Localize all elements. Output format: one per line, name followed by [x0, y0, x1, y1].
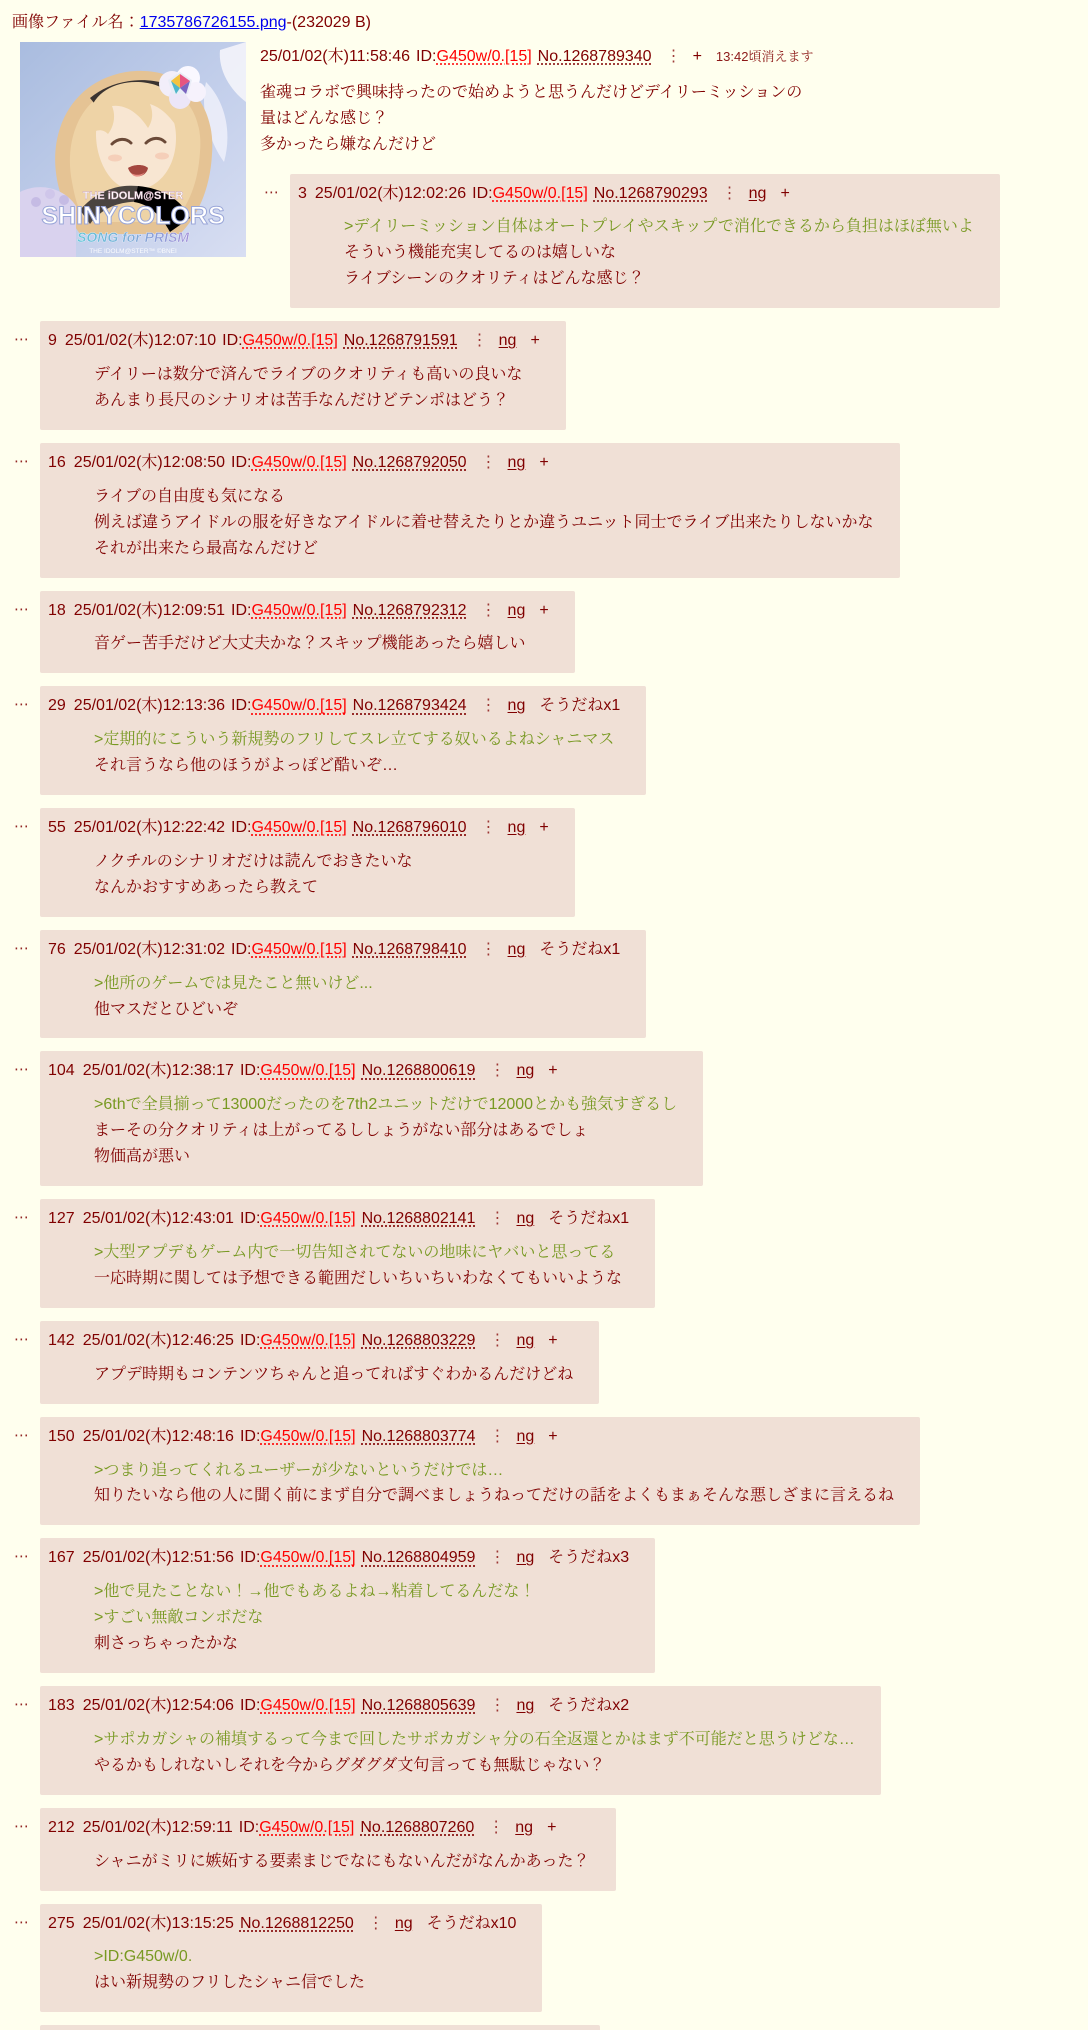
menu-icon[interactable]: ⋮	[489, 1331, 507, 1349]
expand-marker-icon[interactable]: ⋯	[14, 1426, 30, 1444]
reply-body: 音ゲー苦手だけど大丈夫かな？スキップ機能あったら嬉しい	[94, 635, 526, 653]
shinycolors-artwork	[20, 42, 246, 257]
file-info-line	[12, 10, 1084, 36]
reply-post	[40, 1051, 703, 1186]
ng-link[interactable]: ng	[516, 1696, 535, 1714]
reply-id-link[interactable]: G450w/0.[15]	[251, 453, 347, 471]
menu-icon[interactable]: ⋮	[665, 47, 683, 65]
reply-body: >デイリーミッション自体はオートプレイやスキップで消化できるから負担はほぼ無いよ そういう機能充実してるのは嬉しいな ライブシーンのクオリティはどんな感じ？	[344, 218, 974, 288]
reply-number: 55	[48, 819, 66, 837]
sodane-or-plus[interactable]: そうだねx1	[548, 1210, 630, 1228]
reply-header	[48, 598, 549, 624]
reply-post-number-link[interactable]: No.1268796010	[352, 819, 467, 837]
reply-id: ID:G450w/0.[15]	[231, 697, 347, 715]
reply-body: >ID:G450w/0. はい新規勢のフリしたシャニ信でした	[94, 1948, 366, 1992]
reply-datetime: 25/01/02(木)12:09:51	[73, 601, 226, 619]
logo-main-text: SHINYCOLORS	[41, 201, 225, 230]
reply-id-link[interactable]: G450w/0.[15]	[260, 1549, 356, 1567]
reply-id: ID:G450w/0.[15]	[231, 453, 347, 471]
reply-id: ID:G450w/0.[15]	[239, 1210, 356, 1228]
ng-link[interactable]: ng	[515, 1818, 534, 1836]
menu-icon[interactable]: ⋮	[480, 819, 498, 837]
reply-header	[48, 1206, 629, 1232]
reply-body: シャニがミリに嫉妬する要素まじでなにもないんだがなんかあった？	[94, 1852, 590, 1870]
reply-row	[8, 686, 1084, 795]
op-id: ID:G450w/0.[15]	[416, 47, 532, 65]
sodane-or-plus[interactable]: +	[548, 1062, 558, 1080]
reply-row	[8, 1808, 1084, 1891]
reply-row	[8, 808, 1084, 917]
next-reply-cutoff	[40, 2025, 600, 2030]
reply-header	[48, 1328, 573, 1354]
reply-post-number-link[interactable]: No.1268792312	[352, 601, 467, 619]
reply-datetime: 25/01/02(木)12:08:50	[73, 453, 226, 471]
reply-number: 9	[48, 332, 57, 350]
reply-id-link[interactable]: G450w/0.[15]	[260, 1696, 356, 1714]
file-size: -(232029 B)	[286, 14, 372, 31]
reply-post-number-link[interactable]: No.1268792050	[352, 453, 467, 471]
reply-body: >大型アプデもゲーム内で一切告知されてないの地味にヤバいと思ってる 一応時期に関しては予想できる範囲だしいちいちいわなくてもいいような	[94, 1244, 623, 1287]
reply-body: >定期的にこういう新規勢のフリしてスレ立てする奴いるよねシャニマス それ言うなら他のほうがよっぽど酷いぞ…	[94, 731, 615, 775]
reply-number: 16	[48, 453, 66, 471]
reply-header	[48, 815, 549, 841]
reply-id: ID:G450w/0.[15]	[239, 1427, 356, 1445]
reply-header	[48, 1911, 516, 1937]
reply-row	[8, 1051, 1084, 1186]
expire-time-label: 13:42頃消えます	[715, 48, 814, 64]
expand-marker-icon[interactable]: ⋯	[14, 331, 30, 349]
reply-id-link[interactable]: G450w/0.[15]	[260, 1331, 356, 1349]
expand-marker-icon[interactable]: ⋯	[14, 939, 30, 957]
reply-id-link[interactable]: G450w/0.[15]	[260, 1062, 356, 1080]
reply-id: ID:G450w/0.[15]	[231, 819, 347, 837]
logo-sub-text: SONG for PRISM	[76, 228, 190, 245]
menu-icon[interactable]: ⋮	[489, 1549, 507, 1567]
reply-id: ID:G450w/0.[15]	[472, 184, 588, 202]
logo-top-text: THE iDOLM@STER	[82, 189, 184, 202]
reply-id-link[interactable]: G450w/0.[15]	[251, 601, 347, 619]
expand-marker-icon[interactable]: ⋯	[14, 696, 30, 714]
reply-id: ID:G450w/0.[15]	[239, 1696, 356, 1714]
sodane-or-plus[interactable]: そうだねx2	[548, 1696, 630, 1714]
reply-row	[8, 1417, 1084, 1526]
reply-post	[40, 1808, 616, 1891]
expand-marker-icon[interactable]: ⋯	[14, 818, 30, 836]
reply-post-number-link[interactable]: No.1268803774	[361, 1427, 476, 1445]
reply-body: アプデ時期もコンテンツちゃんと追ってればすぐわかるんだけどね	[94, 1365, 574, 1383]
file-label: 画像ファイル名：	[12, 14, 140, 31]
reply-header	[48, 328, 540, 354]
ng-link[interactable]: ng	[748, 184, 767, 202]
expand-marker-icon[interactable]: ⋯	[14, 1330, 30, 1348]
reply-id: ID:G450w/0.[15]	[239, 1062, 356, 1080]
expand-marker-icon[interactable]: ⋯	[14, 452, 30, 470]
reply-number: 275	[48, 1914, 75, 1932]
reply-body: ノクチルのシナリオだけは読んでおきたいな なんかおすすめあったら教えて	[94, 852, 413, 896]
reply-post-number-link[interactable]: No.1268790293	[593, 184, 708, 202]
sodane-or-plus[interactable]: そうだねx3	[548, 1549, 630, 1567]
ng-link[interactable]: ng	[516, 1210, 535, 1228]
reply-header	[48, 1424, 894, 1450]
expand-marker-icon[interactable]: ⋯	[14, 1817, 30, 1835]
reply-datetime: 25/01/02(木)12:22:42	[73, 819, 226, 837]
reply-row	[8, 1904, 1084, 2013]
reply-post	[40, 443, 900, 578]
reply-number: 3	[298, 184, 307, 202]
ng-link[interactable]: ng	[516, 1062, 535, 1080]
reply-post-number-link[interactable]: No.1268812250	[239, 1914, 354, 1932]
reply-row	[8, 591, 1084, 674]
reply-datetime: 25/01/02(木)12:02:26	[314, 184, 467, 202]
op-header	[260, 44, 1084, 70]
reply-post-number-link[interactable]: No.1268793424	[352, 697, 467, 715]
reply-datetime: 25/01/02(木)12:31:02	[73, 940, 226, 958]
reply-id-link[interactable]: G450w/0.[15]	[251, 697, 347, 715]
reply-datetime: 25/01/02(木)12:54:06	[82, 1696, 234, 1714]
reply-datetime: 25/01/02(木)12:59:11	[82, 1818, 233, 1836]
reply-post	[40, 1417, 920, 1526]
thread-image-thumbnail[interactable]	[20, 42, 246, 257]
reply-body: >6thで全員揃って13000だったのを7th2ユニットだけで12000とかも強気すぎるし まーその分クオリティは上がってるししょうがない部分はあるでしょ 物価高が悪い	[94, 1096, 678, 1166]
reply-post	[40, 930, 646, 1039]
reply-post	[40, 321, 566, 430]
reply-id: ID:G450w/0.[15]	[222, 332, 338, 350]
sodane-or-plus[interactable]: +	[539, 601, 549, 619]
reply-row	[8, 321, 1084, 430]
reply-id-link[interactable]: G450w/0.[15]	[242, 332, 338, 350]
reply-number: 76	[48, 940, 66, 958]
sodane-or-plus[interactable]: +	[530, 332, 540, 350]
reply-datetime: 25/01/02(木)12:43:01	[82, 1210, 234, 1228]
reply-id-link[interactable]: G450w/0.[15]	[492, 184, 588, 202]
sodane-or-plus[interactable]: そうだねx10	[426, 1914, 517, 1932]
reply-row	[8, 1321, 1084, 1404]
reply-post	[40, 1538, 655, 1673]
reply-post	[40, 591, 575, 674]
expand-marker-icon[interactable]: ⋯	[14, 1209, 30, 1227]
reply-id-link[interactable]: G450w/0.[15]	[260, 1210, 356, 1228]
sodane-or-plus[interactable]: そうだねx1	[539, 940, 621, 958]
reply-number: 127	[48, 1210, 75, 1228]
reply-datetime: 25/01/02(木)12:38:17	[82, 1062, 234, 1080]
reply-header	[48, 1545, 629, 1571]
expand-marker-icon[interactable]: ⋯	[264, 183, 280, 201]
sodane-or-plus[interactable]: +	[539, 819, 549, 837]
reply-row	[8, 1686, 1084, 1795]
reply-row	[8, 443, 1084, 578]
menu-icon[interactable]: ⋮	[721, 184, 739, 202]
ng-link[interactable]: ng	[507, 819, 526, 837]
reply-header	[48, 1693, 855, 1719]
reply-header	[48, 450, 874, 476]
reply-datetime: 25/01/02(木)13:15:25	[82, 1914, 234, 1932]
reply-post-number-link[interactable]: No.1268804959	[361, 1549, 476, 1567]
reply-body: >他所のゲームでは見たこと無いけど... 他マスだとひどいぞ	[94, 974, 373, 1018]
reply-id-link[interactable]: G450w/0.[15]	[259, 1818, 355, 1836]
op-datetime: 25/01/02(木)11:58:46	[260, 47, 411, 65]
expand-plus-button[interactable]: +	[692, 47, 702, 65]
ng-link[interactable]: ng	[507, 940, 526, 958]
reply-post-number-link[interactable]: No.1268800619	[361, 1062, 476, 1080]
reply-number: 183	[48, 1696, 75, 1714]
reply-number: 104	[48, 1062, 75, 1080]
reply-post	[40, 1904, 542, 2013]
expand-marker-icon[interactable]: ⋯	[14, 1061, 30, 1079]
reply-header	[48, 1815, 590, 1841]
reply-post-number-link[interactable]: No.1268791591	[343, 332, 458, 350]
ng-link[interactable]: ng	[394, 1914, 413, 1932]
reply-header	[48, 937, 620, 963]
reply-number: 142	[48, 1331, 75, 1349]
reply-row	[8, 1538, 1084, 1673]
reply-datetime: 25/01/02(木)12:13:36	[73, 697, 226, 715]
reply-number: 167	[48, 1549, 75, 1567]
ng-link[interactable]: ng	[516, 1427, 535, 1445]
menu-icon[interactable]: ⋮	[489, 1062, 507, 1080]
reply-body: デイリーは数分で済んでライブのクオリティも高いの良いな あんまり長尺のシナリオは苦手なんだけどテンポはどう？	[94, 366, 523, 409]
op-body: 雀魂コラボで興味持ったので始めようと思うんだけどデイリーミッションの 量はどんな感じ？ 多かったら嫌なんだけど	[260, 83, 803, 153]
menu-icon[interactable]: ⋮	[480, 453, 498, 471]
file-name-link[interactable]: 1735786726155.png	[139, 14, 287, 31]
logo-copyright-text: THE IDOLM@STER™ ©BNEI	[89, 247, 177, 255]
reply-row	[258, 174, 1084, 309]
reply-row	[8, 1199, 1084, 1308]
op-id-link[interactable]: G450w/0.[15]	[436, 47, 532, 65]
reply-id-link[interactable]: G450w/0.[15]	[251, 940, 347, 958]
expand-marker-icon[interactable]: ⋯	[14, 1548, 30, 1566]
reply-post-number-link[interactable]: No.1268807260	[360, 1818, 475, 1836]
original-post	[8, 40, 1084, 321]
menu-icon[interactable]: ⋮	[480, 940, 498, 958]
reply-list	[8, 321, 1084, 2012]
reply-body: ライブの自由度も気になる 例えば違うアイドルの服を好きなアイドルに着せ替えたりとか違うユニット同士でライブ出来たりしないかな それが出来たら最高なんだけど	[94, 487, 874, 557]
reply-body: >他で見たことない！→他でもあるよね→粘着してるんだな！ >すごい無敵コンボだな 刺さっちゃったかな	[94, 1583, 536, 1653]
reply-header	[48, 693, 620, 719]
reply-row	[8, 930, 1084, 1039]
reply-number: 212	[48, 1818, 75, 1836]
reply-datetime: 25/01/02(木)12:51:56	[82, 1549, 234, 1567]
reply-post-number-link[interactable]: No.1268802141	[361, 1210, 476, 1228]
reply-id: ID:G450w/0.[15]	[239, 1549, 356, 1567]
menu-icon[interactable]: ⋮	[480, 601, 498, 619]
reply-id: ID:G450w/0.[15]	[238, 1818, 355, 1836]
sodane-or-plus[interactable]: +	[780, 184, 790, 202]
menu-icon[interactable]: ⋮	[471, 332, 489, 350]
ng-link[interactable]: ng	[498, 332, 517, 350]
reply-id: ID:G450w/0.[15]	[231, 601, 347, 619]
reply-header	[48, 1058, 677, 1084]
reply-datetime: 25/01/02(木)12:48:16	[82, 1427, 234, 1445]
reply-post	[290, 174, 1000, 309]
menu-icon[interactable]: ⋮	[489, 1696, 507, 1714]
reply-id: ID:G450w/0.[15]	[231, 940, 347, 958]
menu-icon[interactable]: ⋮	[489, 1427, 507, 1445]
reply-post	[40, 1199, 655, 1308]
reply-post-number-link[interactable]: No.1268798410	[352, 940, 467, 958]
reply-id-link[interactable]: G450w/0.[15]	[251, 819, 347, 837]
expand-marker-icon[interactable]: ⋯	[14, 1913, 30, 1931]
reply-post-number-link[interactable]: No.1268805639	[361, 1696, 476, 1714]
menu-icon[interactable]: ⋮	[489, 1210, 507, 1228]
ng-link[interactable]: ng	[516, 1331, 535, 1349]
ng-link[interactable]: ng	[507, 601, 526, 619]
menu-icon[interactable]: ⋮	[480, 697, 498, 715]
ng-link[interactable]: ng	[507, 697, 526, 715]
menu-icon[interactable]: ⋮	[367, 1914, 385, 1932]
sodane-or-plus[interactable]: +	[548, 1427, 558, 1445]
op-post-number-link[interactable]: No.1268789340	[537, 47, 652, 65]
reply-number: 29	[48, 697, 66, 715]
reply-body: >つまり追ってくれるユーザーが少ないというだけでは… 知りたいなら他の人に聞く前にまず自分で調べましょうねってだけの話をよくもまぁそんな悪しざまに言えるね	[94, 1461, 895, 1505]
expand-marker-icon[interactable]: ⋯	[14, 1695, 30, 1713]
reply-id-link[interactable]: G450w/0.[15]	[260, 1427, 356, 1445]
reply-body: >サポカガシャの補填するって今まで回したサポカガシャ分の石全返還とかはまず不可能だと思うけどな… やるかもしれないしそれを今からグダグダ文句言っても無駄じゃない？	[94, 1730, 855, 1774]
reply-post-number-link[interactable]: No.1268803229	[361, 1331, 476, 1349]
reply-number: 18	[48, 601, 66, 619]
reply-number: 150	[48, 1427, 75, 1445]
ng-link[interactable]: ng	[507, 453, 526, 471]
reply-datetime: 25/01/02(木)12:46:25	[82, 1331, 234, 1349]
menu-icon[interactable]: ⋮	[488, 1818, 506, 1836]
ng-link[interactable]: ng	[516, 1549, 535, 1567]
expand-marker-icon[interactable]: ⋯	[14, 600, 30, 618]
reply-datetime: 25/01/02(木)12:07:10	[64, 332, 217, 350]
sodane-or-plus[interactable]: +	[548, 1331, 558, 1349]
reply-id: ID:G450w/0.[15]	[239, 1331, 356, 1349]
reply-post	[40, 1686, 881, 1795]
reply-post	[40, 686, 646, 795]
reply-post	[40, 808, 575, 917]
reply-header	[298, 181, 974, 207]
sodane-or-plus[interactable]: +	[547, 1818, 557, 1836]
sodane-or-plus[interactable]: そうだねx1	[539, 697, 621, 715]
sodane-or-plus[interactable]: +	[539, 453, 549, 471]
reply-post	[40, 1321, 599, 1404]
